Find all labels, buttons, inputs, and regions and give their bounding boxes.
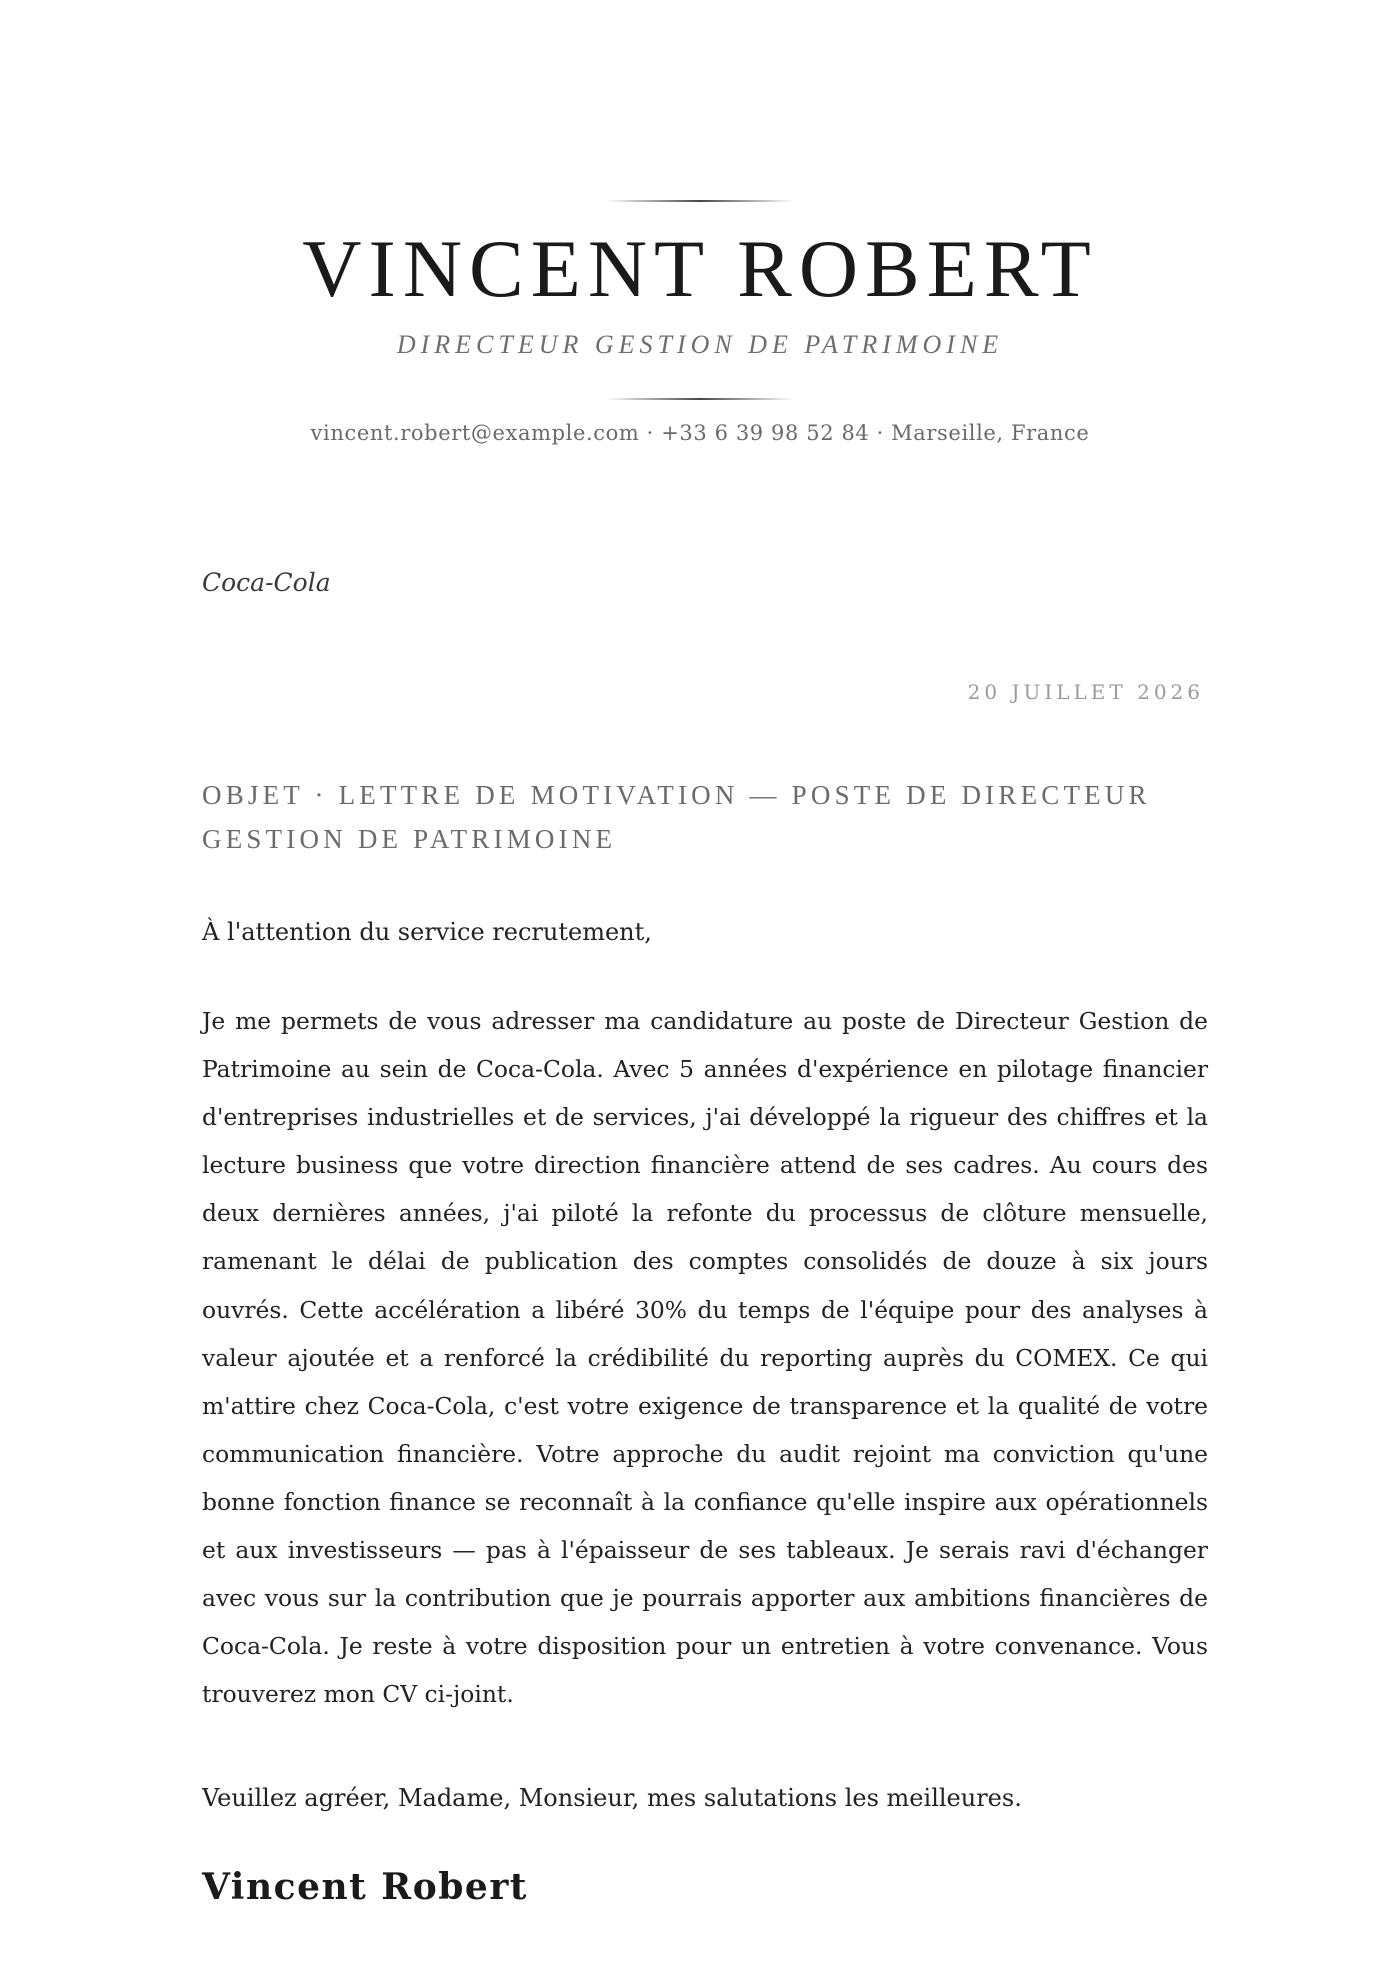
applicant-role: DIRECTEUR GESTION DE PATRIMOINE: [396, 330, 1004, 359]
contact-line: vincent.robert@example.com · +33 6 39 98 52 84 · Marseille, France: [310, 421, 1090, 445]
applicant-name: VINCENT ROBERT: [302, 223, 1098, 314]
recipient-company: Coca-Cola: [202, 568, 331, 597]
signature: Vincent Robert: [202, 1866, 528, 1908]
letter-body: Je me permets de vous adresser ma candidature au poste de Directeur Gestion de Patrimoine au sein de Coca-Cola. Avec 5 années d'expérience en pilotage financier d'entreprises industrielles et de services, j'ai développé la rigueur des chiffres et la lecture business que votre direction financière attend de ses cadres. Au cours des deux dernières années, j'ai piloté la refonte du processus de clôture mensuelle, ramenant le délai de publication des comptes consolidés de douze à six jours ouvrés. Cette accélération a libéré 30% du temps de l'équipe pour des analyses à valeur ajoutée et a renforcé la crédibilité du reporting auprès du COMEX. Ce qui m'attire chez Coca-Cola, c'est votre exigence de transparence et la qualité de votre communication financière. Votre approche du audit rejoint ma conviction qu'une bonne fonction finance se reconnaît à la confiance qu'elle inspire aux opérationnels et aux investisseurs — pas à l'épaisseur de ses tableaux. Je serais ravi d'échanger avec vous sur la contribution que je pourrais apporter aux ambitions financières de Coca-Cola. Je reste à votre disposition pour un entretien à votre convenance. Vous trouverez mon CV ci-joint.: [202, 1007, 1208, 1709]
letter-greeting: À l'attention du service recrutement,: [202, 918, 652, 946]
letter-closing: Veuillez agréer, Madame, Monsieur, mes salutations les meilleures.: [202, 1784, 1022, 1812]
header-top-divider: [605, 200, 795, 202]
letter-date: 20 JUILLET 2026: [967, 680, 1204, 704]
letter-subject: OBJET · LETTRE DE MOTIVATION — POSTE DE DIRECTEUR GESTION DE PATRIMOINE: [202, 780, 1151, 854]
header-bottom-divider: [605, 398, 795, 400]
